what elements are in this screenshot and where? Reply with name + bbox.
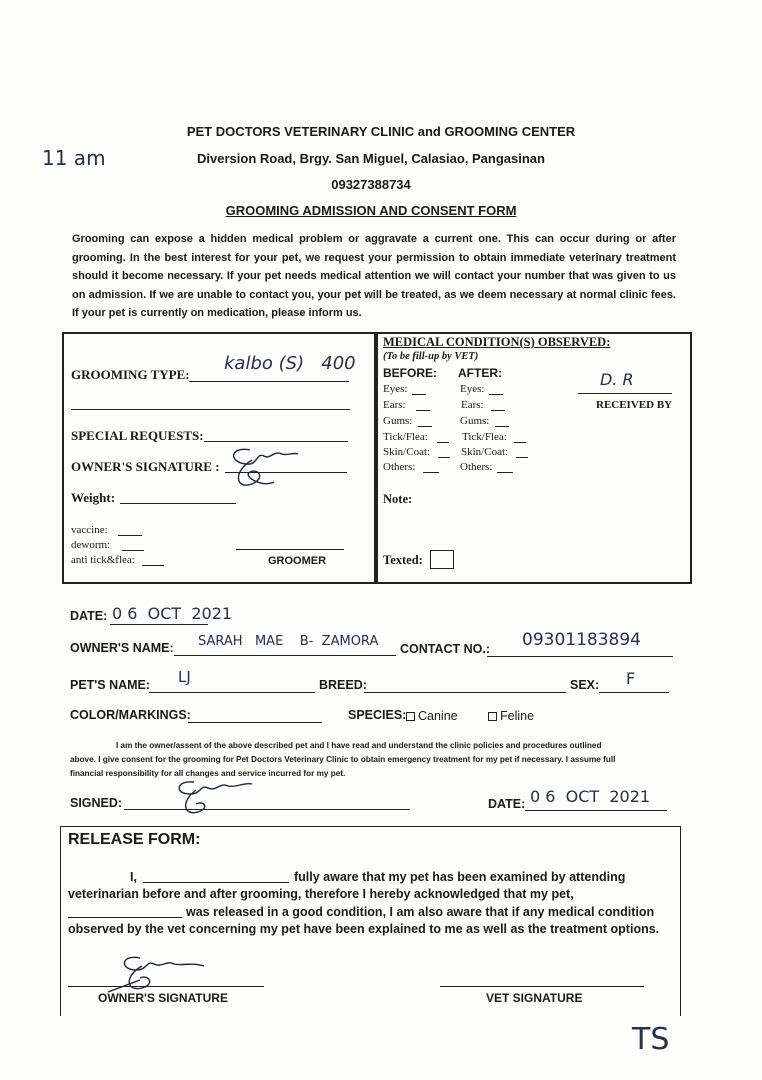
canine-option[interactable]	[406, 709, 458, 723]
clinic-phone: 09327388734	[331, 177, 411, 192]
before-others-line[interactable]	[423, 472, 439, 473]
grooming-type-line[interactable]	[189, 381, 349, 382]
deworm-label: deworm:	[71, 539, 111, 551]
release-title: RELEASE FORM:	[68, 831, 201, 848]
grooming-type-line-2[interactable]	[71, 409, 350, 410]
after-tick-line[interactable]	[514, 442, 526, 443]
consent-line-2: above. I give consent for the grooming for Pet Doctors Veterinary Clinic to obtain emergency treatment for my pet if necessary. I assume full	[70, 755, 616, 764]
after-others: Others:	[460, 461, 493, 473]
before-tick-line[interactable]	[437, 442, 449, 443]
handwritten-time: 11 am	[42, 146, 106, 170]
owner-signature-scribble	[222, 442, 302, 494]
contact-value: 09301183894	[522, 630, 641, 650]
medical-title: MEDICAL CONDITION(S) OBSERVED:	[383, 335, 611, 349]
sex-label: SEX:	[570, 678, 600, 692]
weight-label: Weight:	[71, 490, 116, 505]
owner-name-label: OWNER'S NAME:	[70, 641, 174, 655]
after-ears: Ears:	[461, 399, 484, 411]
signed-scribble	[170, 776, 260, 820]
form-title: GROOMING ADMISSION AND CONSENT FORM	[225, 203, 517, 218]
clinic-name: PET DOCTORS VETERINARY CLINIC and GROOMING CENTER	[186, 124, 576, 139]
contact-line[interactable]	[487, 656, 673, 657]
canine-label: Canine	[418, 709, 458, 723]
vaccine-label: vaccine:	[71, 524, 108, 536]
release-text-i: I,	[130, 870, 137, 884]
feline-label: Feline	[500, 709, 535, 723]
after-eyes-line[interactable]	[489, 394, 503, 395]
sex-value: F	[626, 669, 636, 688]
before-tick: Tick/Flea:	[383, 431, 428, 443]
special-requests-label: SPECIAL REQUESTS:	[71, 428, 204, 443]
groomer-line[interactable]	[236, 549, 344, 550]
owner-name-value: SARAH MAE B- ZAMORA	[198, 634, 379, 649]
owner-signature-label: OWNER'S SIGNATURE :	[71, 459, 220, 474]
signed-date-line[interactable]	[525, 810, 667, 811]
release-right-border	[680, 826, 681, 1016]
tick-flea-label: anti tick&flea:	[71, 554, 135, 566]
received-by-label: RECEIVED BY	[596, 399, 673, 411]
after-skin: Skin/Coat:	[461, 446, 509, 458]
after-label: AFTER:	[458, 366, 502, 380]
deworm-line[interactable]	[122, 550, 144, 551]
release-text-3b: was released in a good condition, I am also aware that if any medical condition	[186, 905, 655, 919]
sex-line[interactable]	[599, 692, 669, 693]
before-label: BEFORE:	[383, 366, 437, 380]
grooming-type-label: GROOMING TYPE:	[71, 367, 190, 382]
release-left-border	[60, 826, 61, 1016]
before-skin-line[interactable]	[438, 457, 450, 458]
feline-checkbox[interactable]	[488, 712, 497, 721]
before-skin: Skin/Coat:	[383, 446, 431, 458]
note-label: Note:	[383, 492, 413, 506]
before-ears-line[interactable]	[416, 410, 430, 411]
date-line[interactable]	[110, 624, 208, 625]
after-skin-line[interactable]	[516, 457, 528, 458]
breed-line[interactable]	[364, 692, 566, 693]
vet-signature-line[interactable]	[440, 986, 644, 987]
vet-signature-label: VET SIGNATURE	[486, 991, 583, 1005]
clinic-address: Diversion Road, Brgy. San Miguel, Calasiao, Pangasinan	[197, 151, 545, 166]
signed-date-value: 0 6 OCT 2021	[530, 787, 651, 806]
consent-line-1: I am the owner/assent of the above described pet and I have read and understand the clinic policies and procedures outlined	[116, 741, 602, 750]
handwritten-initials: TS	[632, 1022, 670, 1057]
feline-option[interactable]	[488, 709, 534, 723]
owner-release-signature-label: OWNER'S SIGNATURE	[98, 991, 228, 1005]
received-by-line[interactable]	[578, 393, 672, 394]
after-gums: Gums:	[460, 415, 490, 427]
tick-flea-line[interactable]	[142, 565, 164, 566]
release-text-2: veterinarian before and after grooming, therefore I hereby acknowledged that my pet,	[68, 887, 574, 901]
contact-label: CONTACT NO.:	[400, 642, 491, 656]
pet-name-label: PET'S NAME:	[70, 678, 151, 692]
release-name-line[interactable]	[143, 882, 289, 883]
owner-name-line[interactable]	[174, 655, 396, 656]
species-label: SPECIES:	[348, 708, 407, 722]
after-gums-line[interactable]	[495, 426, 509, 427]
before-gums-line[interactable]	[418, 426, 432, 427]
before-eyes: Eyes:	[383, 383, 408, 395]
before-others: Others:	[383, 461, 416, 473]
signed-line[interactable]	[124, 809, 410, 810]
after-tick: Tick/Flea:	[462, 431, 507, 443]
owner-release-signature-line[interactable]	[68, 986, 264, 987]
before-eyes-line[interactable]	[412, 394, 426, 395]
signed-label: SIGNED:	[70, 796, 123, 810]
before-ears: Ears:	[383, 399, 406, 411]
release-text-1b: fully aware that my pet has been examined by attending	[294, 870, 626, 884]
before-gums: Gums:	[383, 415, 413, 427]
groomer-label: GROOMER	[268, 555, 327, 567]
consent-line-3: financial responsibility for all changes and service incurred for my pet.	[70, 769, 346, 778]
color-line[interactable]	[188, 722, 322, 723]
received-by-value: D. R	[600, 370, 634, 389]
pet-name-line[interactable]	[149, 692, 315, 693]
release-top-border	[60, 826, 680, 827]
grooming-type-value: kalbo (S) 400	[224, 353, 356, 374]
release-pet-line[interactable]	[68, 917, 182, 918]
canine-checkbox[interactable]	[406, 712, 415, 721]
breed-label: BREED:	[319, 678, 367, 692]
medical-subtitle: (To be fill-up by VET)	[383, 351, 479, 362]
vaccine-line[interactable]	[118, 535, 142, 536]
date-label: DATE:	[70, 609, 108, 623]
color-label: COLOR/MARKINGS:	[70, 708, 191, 722]
after-others-line[interactable]	[497, 472, 513, 473]
texted-label: Texted:	[383, 553, 423, 567]
release-text-4: observed by the vet concerning my pet have been explained to me as well as the treatment options.	[68, 922, 660, 936]
signed-date-label: DATE:	[488, 797, 526, 811]
texted-checkbox[interactable]	[430, 550, 454, 569]
weight-line[interactable]	[120, 503, 236, 504]
date-value: 0 6 OCT 2021	[112, 604, 233, 623]
pet-name-value: LJ	[178, 668, 191, 686]
intro-paragraph: Grooming can expose a hidden medical problem or aggravate a current one. This can occur during or after grooming. In the best interest for your pet, we request your permission to obtain immediate veterinary treatment should it become necessary. If your pet needs medical attention we will contact your number that was given to us on admission. If we are unable to contact you, your pet will be treated, as we deem necessary at normal clinic fees. If your pet is currently on medication, please inform us.	[72, 233, 676, 319]
after-ears-line[interactable]	[491, 410, 505, 411]
after-eyes: Eyes:	[460, 383, 485, 395]
